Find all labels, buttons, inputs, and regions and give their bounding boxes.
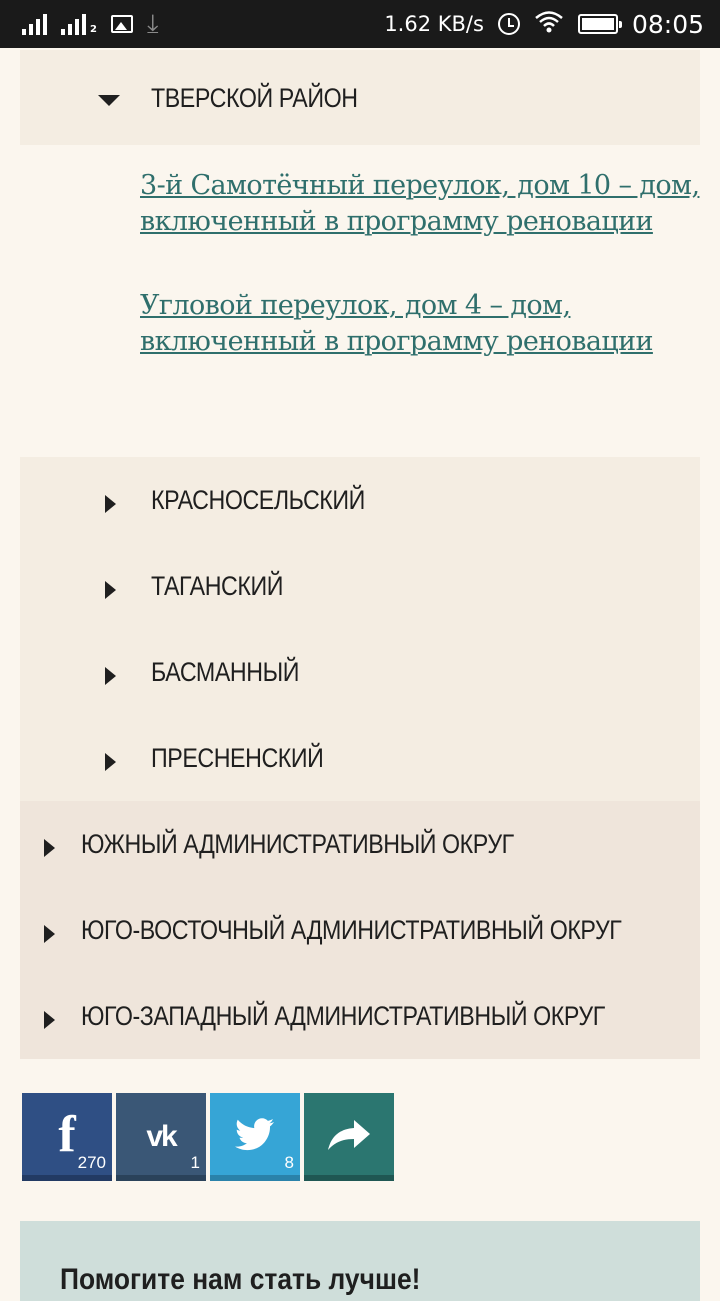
feedback-title: Помогите нам стать лучше! [60, 1263, 421, 1296]
okrug-label: ЮГО-ВОСТОЧНЫЙ АДМИНИСТРАТИВНЫЙ ОКРУГ [81, 914, 622, 945]
district-item-krasnoselsky[interactable] [20, 457, 700, 543]
district-item-tverskoy[interactable] [20, 55, 700, 141]
facebook-icon: f [58, 1105, 76, 1163]
okrug-label: ЮЖНЫЙ АДМИНИСТРАТИВНЫЙ ОКРУГ [81, 828, 514, 859]
signal-2-icon [61, 13, 97, 35]
okrug-label: ЮГО-ЗАПАДНЫЙ АДМИНИСТРАТИВНЫЙ ОКРУГ [81, 1000, 605, 1031]
district-item-basmanny[interactable] [20, 629, 700, 715]
district-list [20, 457, 700, 801]
triangle-right-icon [44, 1011, 55, 1029]
alarm-icon [498, 13, 520, 35]
house-link[interactable]: 3-й Самотёчный переулок, дом 10 – дом, включенный в программу реновации [140, 170, 700, 237]
image-icon [111, 15, 133, 33]
facebook-share-button[interactable] [22, 1093, 112, 1181]
triangle-right-icon [44, 925, 55, 943]
district-label: КРАСНОСЕЛЬСКИЙ [151, 484, 365, 515]
clock: 08:05 [631, 9, 704, 39]
house-link[interactable]: Угловой переулок, дом 4 – дом, включенный в программу реновации [140, 290, 653, 357]
twitter-share-button[interactable] [210, 1093, 300, 1181]
facebook-share-count: 270 [77, 1153, 106, 1172]
okrug-item-south[interactable] [20, 801, 700, 887]
triangle-right-icon [105, 581, 116, 599]
share-button[interactable] [304, 1093, 394, 1181]
triangle-right-icon [105, 667, 116, 685]
vk-icon: vk [146, 1120, 176, 1153]
okrug-list [20, 801, 700, 1059]
status-bar [0, 0, 720, 48]
download-icon: ⤓ [146, 9, 159, 39]
expanded-district-panel [20, 50, 700, 145]
triangle-right-icon [44, 839, 55, 857]
share-buttons [22, 1093, 394, 1181]
share-arrow-icon [326, 1118, 372, 1157]
district-links [140, 168, 700, 360]
vk-share-button[interactable] [116, 1093, 206, 1181]
district-label: ТАГАНСКИЙ [151, 570, 283, 601]
twitter-icon [235, 1118, 275, 1157]
battery-icon [578, 14, 618, 34]
signal-icon [22, 13, 47, 35]
triangle-right-icon [105, 495, 116, 513]
district-item-presnensky[interactable] [20, 715, 700, 801]
triangle-down-icon [98, 95, 120, 106]
vk-share-count: 1 [190, 1153, 200, 1172]
district-item-tagansky[interactable] [20, 543, 700, 629]
feedback-box [20, 1221, 700, 1301]
twitter-share-count: 8 [284, 1153, 294, 1172]
triangle-right-icon [105, 753, 116, 771]
district-label: ПРЕСНЕНСКИЙ [151, 742, 324, 773]
network-speed: 1.62 KB/s [384, 12, 484, 36]
okrug-item-south-west[interactable] [20, 973, 700, 1059]
wifi-icon [534, 10, 564, 39]
district-label: БАСМАННЫЙ [151, 656, 299, 687]
signal-sub-label: 2 [90, 24, 97, 35]
okrug-item-south-east[interactable] [20, 887, 700, 973]
district-label: ТВЕРСКОЙ РАЙОН [151, 82, 358, 113]
